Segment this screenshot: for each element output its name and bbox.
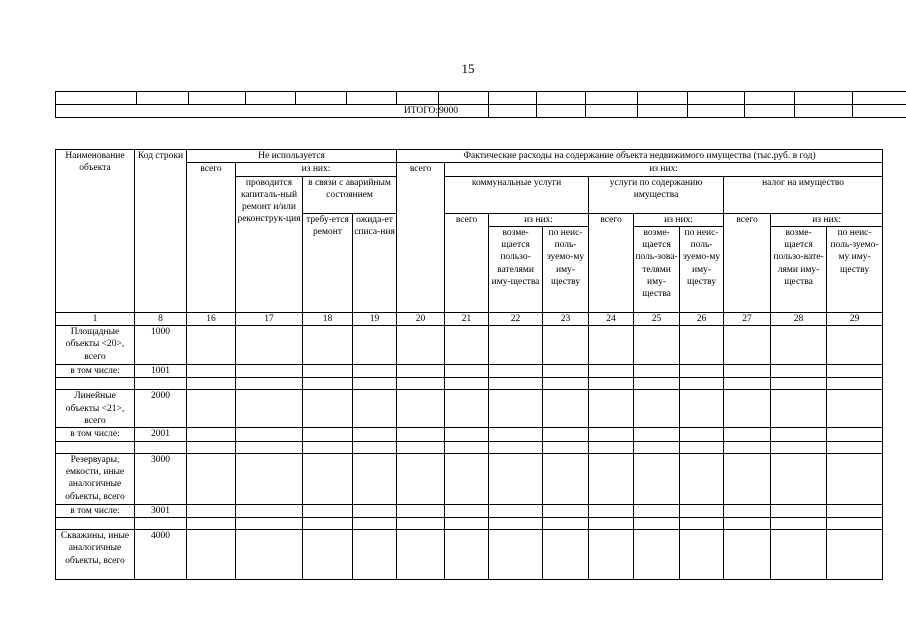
column-number: 1	[56, 312, 135, 325]
column-number: 27	[724, 312, 771, 325]
column-number: 23	[543, 312, 589, 325]
table-row	[56, 428, 883, 441]
table-row	[56, 453, 883, 504]
row-code: 4000	[135, 530, 187, 580]
row-code	[135, 441, 187, 453]
row-code	[135, 518, 187, 530]
column-number: 17	[236, 312, 303, 325]
header-tax-of-which: из них:	[771, 213, 883, 226]
column-number: 20	[397, 312, 445, 325]
page-number: 15	[461, 61, 475, 76]
row-name	[56, 441, 135, 453]
column-number: 29	[827, 312, 883, 325]
row-code: 3000	[135, 453, 187, 504]
row-name	[56, 378, 135, 390]
column-number: 24	[589, 312, 634, 325]
column-number: 19	[353, 312, 397, 325]
header-awaits-writeoff: ожида-ет списа-ния	[353, 213, 397, 312]
row-name: в том числе:	[56, 504, 135, 517]
header-tax-reimbursed: возме-щается пользо-вате-лями иму-щества	[771, 226, 827, 312]
table-row	[56, 441, 883, 453]
header-repair: проводится капиталь-ный ремонт и/или реконструк-ция	[236, 176, 303, 312]
column-number: 18	[303, 312, 353, 325]
expenses-table	[55, 149, 883, 580]
total-value: 9000	[439, 105, 489, 118]
header-costs-of-which: из них:	[445, 163, 883, 176]
header-emergency: в связи с аварийным состоянием	[303, 176, 397, 213]
column-number: 8	[135, 312, 187, 325]
header-tax-unused: по неис-поль-зуемо-му иму-ществу	[827, 226, 883, 312]
table-row	[56, 530, 883, 580]
row-code	[135, 378, 187, 390]
table-row	[56, 326, 883, 365]
row-name: в том числе:	[56, 365, 135, 378]
header-util-of-which: из них:	[489, 213, 589, 226]
header-not-used-of-which: из них:	[236, 163, 397, 176]
summary-total-row	[56, 105, 906, 118]
row-name: Линейные объекты <21>, всего	[56, 390, 135, 428]
column-number: 22	[489, 312, 543, 325]
row-name: Скважины, иные аналогичные объекты, всего	[56, 530, 135, 580]
column-number: 21	[445, 312, 489, 325]
column-number-row	[56, 312, 883, 325]
table-row	[56, 504, 883, 517]
header-util-reimbursed: возме-щается пользо-вателями иму-щества	[489, 226, 543, 312]
row-name: Площадные объекты <20>, всего	[56, 326, 135, 365]
header-utilities: коммунальные услуги	[445, 176, 589, 213]
header-util-unused: по неис-поль-зуемо-му иму-ществу	[543, 226, 589, 312]
table-row	[56, 390, 883, 428]
row-name: Резервуары, емкости, иные аналогичные объекты, всего	[56, 453, 135, 504]
row-code: 2000	[135, 390, 187, 428]
row-code: 1000	[135, 326, 187, 365]
summary-table	[55, 91, 906, 118]
row-code: 2001	[135, 428, 187, 441]
column-number: 25	[634, 312, 680, 325]
header-maint-total: всего	[589, 213, 634, 312]
header-code: Код строки	[135, 150, 187, 313]
header-maint-of-which: из них:	[634, 213, 724, 226]
column-number: 26	[680, 312, 724, 325]
header-not-used: Не используется	[187, 150, 397, 163]
header-tax-total: всего	[724, 213, 771, 312]
table-row	[56, 378, 883, 390]
row-name	[56, 518, 135, 530]
header-costs-total: всего	[397, 163, 445, 313]
column-number: 16	[187, 312, 236, 325]
row-name: в том числе:	[56, 428, 135, 441]
total-label: ИТОГО:	[56, 105, 439, 118]
column-number: 28	[771, 312, 827, 325]
header-maint-unused: по неис-поль-зуемо-му иму-ществу	[680, 226, 724, 312]
header-actual-costs: Фактические расходы на содержание объекта недвижимого имущества (тыс.руб. в год)	[397, 150, 883, 163]
header-needs-repair: требу-ется ремонт	[303, 213, 353, 312]
header-maintenance: услуги по содержанию имущества	[589, 176, 724, 213]
summary-row-blank	[56, 92, 906, 105]
table-row	[56, 365, 883, 378]
header-property-tax: налог на имущество	[724, 176, 883, 213]
header-util-total: всего	[445, 213, 489, 312]
header-maint-reimbursed: возме-щается поль-зова-телями иму-щества	[634, 226, 680, 312]
row-code: 3001	[135, 504, 187, 517]
table-row	[56, 518, 883, 530]
header-not-used-total: всего	[187, 163, 236, 313]
row-code: 1001	[135, 365, 187, 378]
header-name: Наименование объекта	[56, 150, 135, 313]
